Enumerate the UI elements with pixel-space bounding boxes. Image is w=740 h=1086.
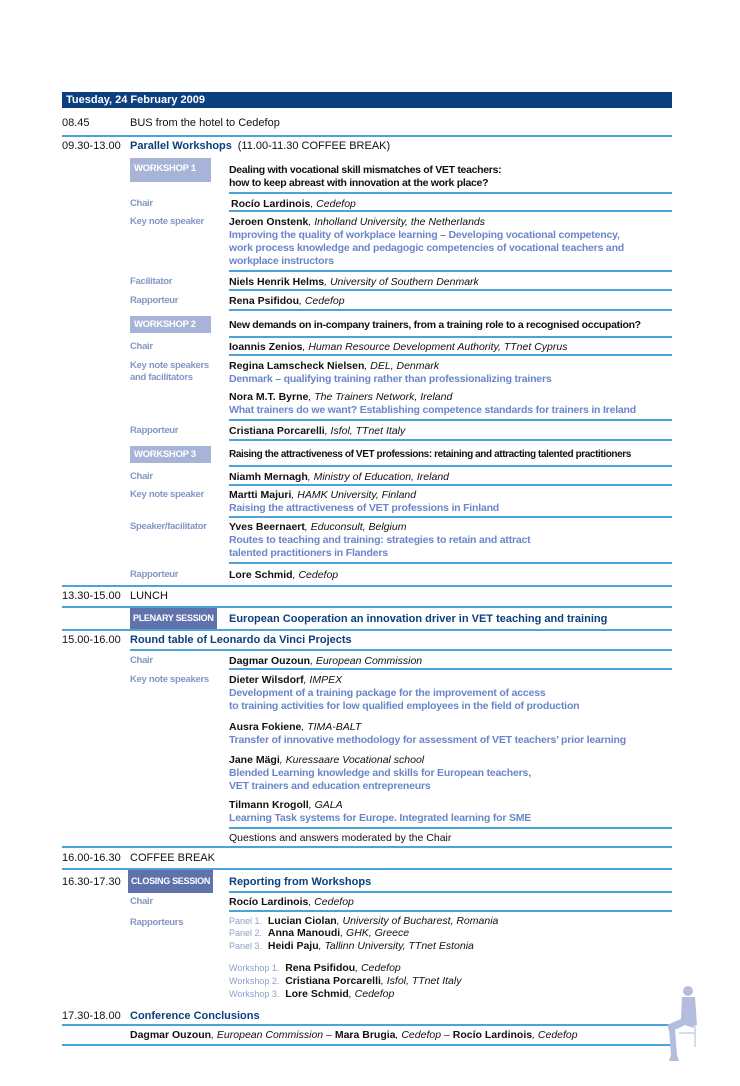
talk-title: Denmark – qualifying training rather than professionalizing trainers [229,373,552,385]
person-name: Tilmann Krogoll [229,799,309,811]
affiliation: , IMPEX [303,674,343,686]
label-keynotes: Key note speakers [130,674,209,685]
speaker [229,391,452,403]
time: 09.30-13.00 [62,140,121,152]
affiliation: , Kuressaare Vocational school [279,754,425,766]
speaker [229,799,343,811]
panel-label: Panel 1. [229,916,263,926]
person-name: Rocío Lardinois [231,198,311,210]
facilitator [229,276,479,288]
label-keynote: Key note speaker [130,489,204,500]
workshop-rapporteur [229,988,394,1000]
chair [229,655,422,667]
affiliation: , Cedefop [308,896,354,908]
workshop-label: Workshop 1. [229,963,280,973]
talk-title: Improving the quality of workplace learning – Developing vocational competency, [229,229,620,241]
parallel-title: Parallel Workshops [130,140,232,152]
chair [229,471,449,483]
speaker [229,489,416,501]
divider [62,629,672,631]
person-name: Martti Majuri [229,489,292,501]
speaker [229,754,424,766]
divider [229,336,672,338]
label-chair: Chair [130,896,153,907]
speaker [229,216,485,228]
talk-title: Routes to teaching and training: strategies to retain and attract [229,534,531,546]
divider [130,649,672,651]
label-chair: Chair [130,471,153,482]
label-rapporteur: Rapporteur [130,425,179,436]
person-name: Rocío Lardinois [229,896,309,908]
divider [229,562,672,564]
coffee-text: COFFEE BREAK [130,852,215,864]
workshop-rapporteur [229,962,401,974]
divider [62,135,672,137]
rapporteur [229,425,405,437]
person-name: Rena Psifidou [229,295,300,307]
affiliation: , TIMA-BALT [301,721,362,733]
divider [229,910,672,912]
talk-title: workplace instructors [229,255,334,267]
chair [231,198,356,210]
workshop-3-title: Raising the attractiveness of VET professions: retaining and attracting talented practitioners [229,449,631,460]
affiliation: , Cedefop [532,1029,578,1041]
affiliation: , Tallinn University, TTnet Estonia [318,940,474,952]
divider [229,516,672,518]
divider [62,585,672,587]
person-name: Nora M.T. Byrne [229,391,309,403]
label-keynotes: Key note speakers [130,360,209,371]
divider [229,668,672,670]
workshop-2-title: New demands on in-company trainers, from a training role to a recognised occupation? [229,319,641,331]
affiliation: , DEL, Denmark [364,360,440,372]
label-facilitator: Facilitator [130,276,173,287]
person-name: Niels Henrik Helms [229,276,325,288]
divider [229,827,672,829]
talk-title: to training activities for low qualified employees in the field of production [229,700,580,712]
chair [229,341,567,353]
label-chair: Chair [130,198,153,209]
workshop-label: Workshop 3. [229,989,280,999]
seated-person-illustration [655,985,705,1065]
affiliation: , Inholland University, the Netherlands [308,216,486,228]
bus-text: BUS from the hotel to Cedefop [130,117,280,129]
divider [229,439,672,441]
talk-title: talented practitioners in Flanders [229,547,388,559]
person-name: Anna Manoudi [267,927,341,939]
divider [229,354,672,356]
person-name: Yves Beernaert [229,521,305,533]
workshop-1-badge: WORKSHOP 1 [130,158,211,182]
label-rapporteur: Rapporteur [130,295,179,306]
affiliation: , Educonsult, Belgium [304,521,407,533]
round-table-title: Round table of Leonardo da Vinci Projects [130,634,352,646]
label-chair: Chair [130,341,153,352]
talk-title: What trainers do we want? Establishing competence standards for trainers in Ireland [229,404,636,416]
speaker [229,674,342,686]
divider [229,465,672,467]
panel-label: Panel 2. [229,928,263,938]
conclusions-speakers [130,1029,578,1041]
divider [229,484,672,486]
divider [229,289,672,291]
person-name: Cristiana Porcarelli [229,425,325,437]
person-name: Lucian Ciolan [267,915,337,927]
label-rapporteur: Rapporteur [130,569,179,580]
label-chair: Chair [130,655,153,666]
affiliation: , University of Southern Denmark [324,276,479,288]
divider [229,210,672,212]
panel-rapporteur [229,915,498,927]
affiliation: , Cedefop [310,198,356,210]
time: 08.45 [62,117,90,129]
affiliation: , University of Bucharest, Romania [336,915,499,927]
time: 16.30-17.30 [62,876,121,888]
plenary-title: European Cooperation an innovation driver in VET teaching and training [229,613,608,625]
talk-title: work process knowledge and pedagogic competencies of vocational teachers and [229,242,624,254]
person-name: Jeroen Onstenk [229,216,309,228]
divider [62,1024,672,1026]
person-name: Jane Mägi [229,754,280,766]
chair [229,896,354,908]
person-name: Lore Schmid [285,988,349,1000]
lunch-text: LUNCH [130,590,168,602]
parallel-note: (11.00-11.30 COFFEE BREAK) [237,140,391,152]
speaker [229,721,361,733]
person-name: Heidi Paju [267,940,319,952]
day-header: Tuesday, 24 February 2009 [62,92,672,108]
label-speaker-facilitator: Speaker/facilitator [130,521,207,532]
speaker [229,521,406,533]
label-facilitators: and facilitators [130,372,193,383]
talk-title: VET trainers and education entrepreneurs [229,780,431,792]
label-keynote: Key note speaker [130,216,204,227]
talk-title: Development of a training package for the improvement of access [229,687,546,699]
talk-title: Raising the attractiveness of VET professions in Finland [229,502,500,514]
affiliation: , Cedefop [299,295,345,307]
affiliation: , The Trainers Network, Ireland [308,391,453,403]
person-name: Rocío Lardinois [452,1029,533,1041]
workshop-rapporteur [229,975,461,987]
affiliation: , European Commission [310,655,423,667]
panel-rapporteur [229,940,474,952]
affiliation: , GALA [308,799,343,811]
person-name: Dieter Wilsdorf [229,674,304,686]
divider [229,309,672,311]
talk-title: Transfer of innovative methodology for assessment of VET teachers’ prior learning [229,734,626,746]
time: 16.00-16.30 [62,852,121,864]
person-name: Dagmar Ouzoun [229,655,311,667]
workshop-3-badge: WORKSHOP 3 [130,446,211,463]
affiliation: , Cedefop [348,988,395,1000]
person-name: Rena Psifidou [285,962,356,974]
affiliation: , HAMK University, Finland [291,489,417,501]
time: 15.00-16.00 [62,634,121,646]
person-name: Ioannis Zenios [229,341,303,353]
affiliation: , Cedefop [355,962,401,974]
rapporteur [229,295,345,307]
person-name: Dagmar Ouzoun [130,1029,212,1041]
rapporteur [229,569,338,581]
person-name: Lore Schmid [229,569,293,581]
workshop-1-title-2: how to keep abreast with innovation at the work place? [229,177,489,189]
affiliation: , Cedefop [292,569,339,581]
panel-rapporteur [229,927,409,939]
time: 13.30-15.00 [62,590,121,602]
affiliation: , Cedefop – [395,1029,453,1041]
plenary-badge: PLENARY SESSION [130,608,217,629]
label-rapporteurs: Rapporteurs [130,917,184,928]
person-name: Ausra Fokiene [229,721,302,733]
divider [62,846,672,848]
conclusions-title: Conference Conclusions [130,1010,260,1022]
talk-title: Learning Task systems for Europe. Integrated learning for SME [229,812,532,824]
person-name: Mara Brugia [334,1029,396,1041]
workshop-2-badge: WORKSHOP 2 [130,316,211,333]
parallel-heading [130,140,390,152]
talk-title: Blended Learning knowledge and skills for European teachers, [229,767,531,779]
time: 17.30-18.00 [62,1010,121,1022]
person-name: Niamh Mernagh [229,471,308,483]
person-name: Regina Lamscheck Nielsen [229,360,365,372]
speaker [229,360,439,372]
affiliation: , European Commission – [211,1029,335,1041]
affiliation: , Ministry of Education, Ireland [307,471,449,483]
workshop-1-title: Dealing with vocational skill mismatches of VET teachers: [229,164,502,176]
affiliation: , Human Resource Development Authority, TTnet Cyprus [302,341,568,353]
divider [229,419,672,421]
affiliation: , Isfol, TTnet Italy [324,425,406,437]
closing-badge: CLOSING SESSION [128,870,213,893]
affiliation: , GHK, Greece [340,927,410,939]
divider [229,891,672,893]
affiliation: , Isfol, TTnet Italy [380,975,462,987]
divider [229,192,672,194]
person-name: Cristiana Porcarelli [285,975,381,987]
panel-label: Panel 3. [229,941,263,951]
divider [62,1044,672,1046]
workshop-label: Workshop 2. [229,976,280,986]
closing-title: Reporting from Workshops [229,876,372,888]
divider [229,270,672,272]
qa-text: Questions and answers moderated by the Chair [229,832,452,844]
